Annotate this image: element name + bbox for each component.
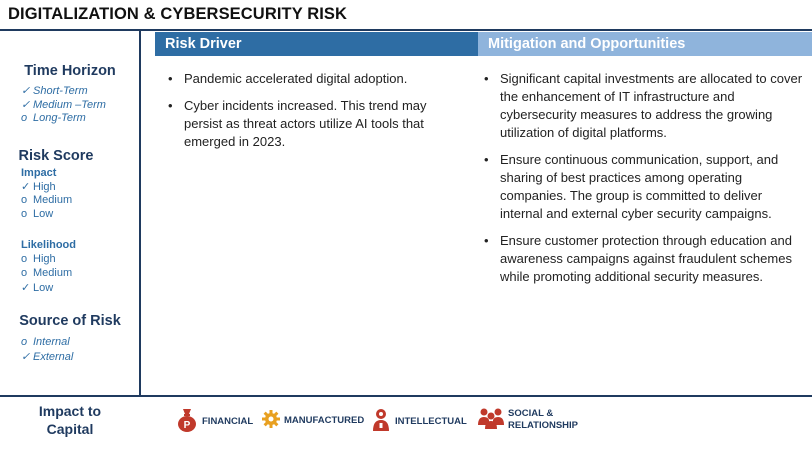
source-of-risk-title: Source of Risk [19, 313, 121, 329]
sidebar [0, 31, 140, 395]
capital-financial: P FINANCIAL [176, 407, 253, 436]
likelihood-option: o High [21, 253, 56, 265]
likelihood-option: o Medium [21, 267, 73, 279]
circle-icon: o [21, 112, 28, 124]
impact-subtitle: Impact [21, 167, 57, 179]
time-horizon-option: ✓ Medium –Term [21, 99, 106, 111]
impact-option: o Medium [21, 194, 73, 206]
person-idea-icon [371, 408, 391, 435]
risk-driver-list [165, 70, 465, 160]
check-icon: ✓ [21, 282, 31, 294]
time-horizon-option: o Long-Term [21, 112, 86, 124]
capital-intellectual: INTELLECTUAL [371, 408, 467, 435]
impact-option: o Low [21, 208, 54, 220]
impact-option: ✓ High [21, 181, 56, 193]
people-group-icon [478, 407, 504, 432]
check-icon: ✓ [21, 99, 31, 111]
bottom-rule [0, 395, 812, 397]
risk-score-title: Risk Score [18, 148, 94, 164]
circle-icon: o [21, 336, 28, 348]
list-item: • Significant capital investments are allocated to cover the enhancement of IT infrastructure and cybersecurity measures to address the growing utilization of digital platforms. [484, 71, 803, 140]
source-option: o Internal [21, 336, 70, 348]
mitigation-header: Mitigation and Opportunities [478, 32, 812, 56]
circle-icon: o [21, 208, 28, 220]
mitigation-list [481, 70, 805, 295]
list-item: • Ensure continuous communication, support, and sharing of best practices among operating companies. The group is committed to deliver internal and external cyber security campaigns. [484, 152, 779, 221]
money-bag-icon [176, 407, 198, 436]
svg-text:P: P [183, 420, 191, 431]
time-horizon-option: ✓ Short-Term [21, 85, 88, 97]
source-option: ✓ External [21, 351, 74, 363]
impact-to-capital-label: Impact to Capital [38, 403, 102, 437]
capital-manufactured: MANUFACTURED [262, 410, 364, 431]
circle-icon: o [21, 194, 28, 206]
check-icon: ✓ [21, 85, 31, 97]
risk-driver-header: Risk Driver [155, 32, 478, 56]
capital-social-relationship: SOCIAL & RELATIONSHIP [478, 407, 578, 432]
page-title: DIGITALIZATION & CYBERSECURITY RISK [8, 5, 348, 23]
likelihood-subtitle: Likelihood [21, 239, 76, 251]
list-item: • Pandemic accelerated digital adoption. [168, 71, 408, 86]
gear-icon [262, 410, 280, 431]
list-item: • Ensure customer protection through education and awareness campaigns against fraudulent schemes while promoting additional security measures. [484, 233, 792, 284]
circle-icon: o [21, 267, 28, 279]
list-item: • Cyber incidents increased. This trend may persist as threat actors utilize AI tools that emerged in 2023. [168, 98, 427, 149]
time-horizon-title: Time Horizon [24, 63, 116, 79]
check-icon: ✓ [21, 181, 31, 193]
circle-icon: o [21, 253, 28, 265]
check-icon: ✓ [21, 351, 31, 363]
likelihood-option: ✓ Low [21, 282, 54, 294]
